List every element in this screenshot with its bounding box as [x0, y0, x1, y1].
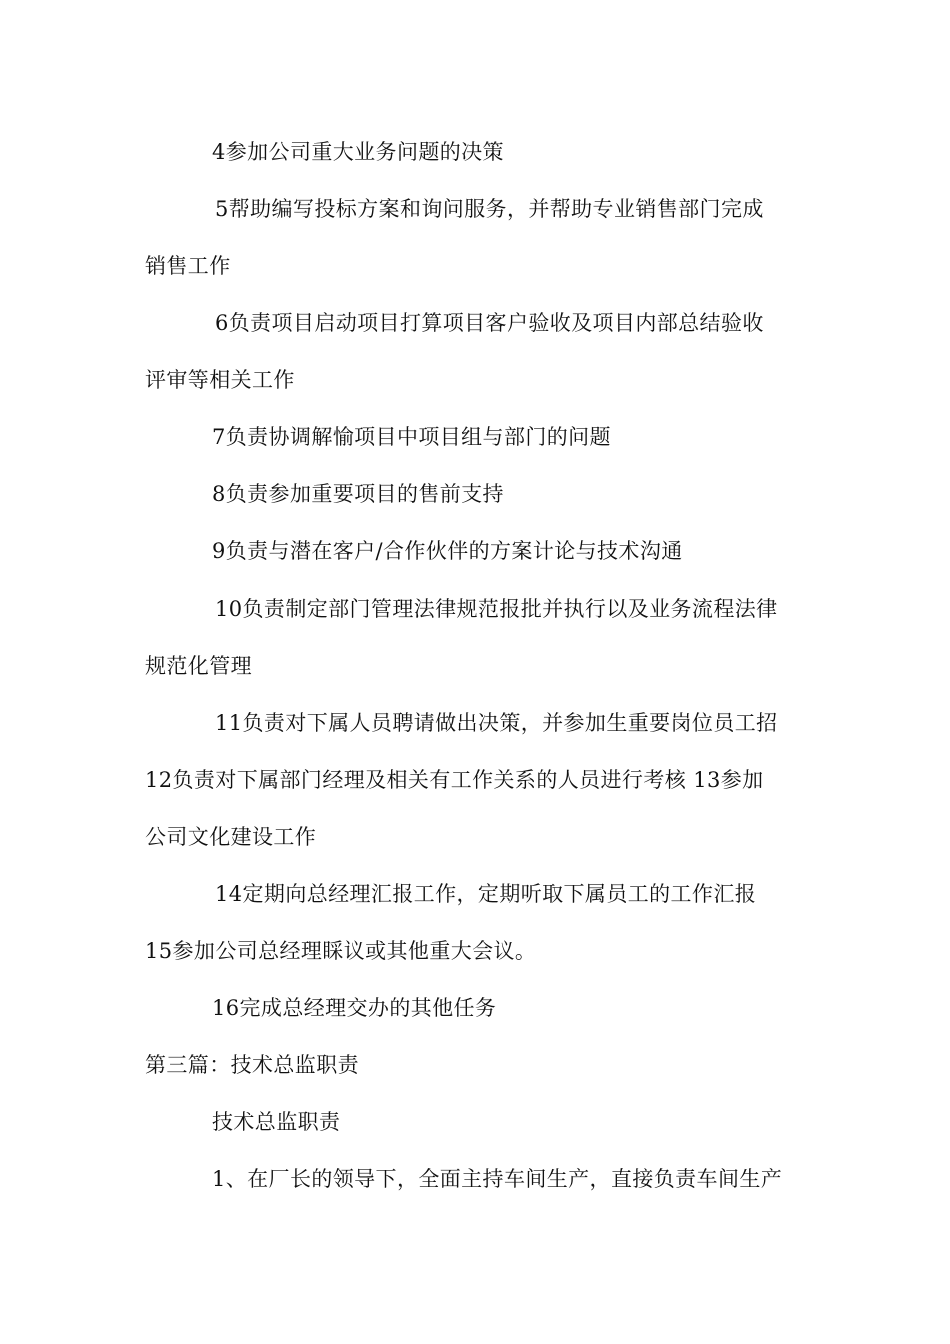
text-line: 评审等相关工作 — [145, 368, 295, 392]
text-line: 15参加公司总经理睬议或其他重大会议。 — [145, 939, 537, 963]
section-heading: 第三篇：技术总监职责 — [145, 1053, 359, 1077]
text-line: 16完成总经理交办的其他任务 — [212, 996, 497, 1020]
text-line: 14定期向总经理汇报工作，定期听取下属员工的工作汇报 — [215, 882, 757, 906]
text-line: 9负责与潜在客户/合作伙伴的方案计论与技术沟通 — [212, 539, 683, 563]
text-line: 规范化管理 — [145, 654, 252, 678]
text-line: 1、在厂长的领导下，全面主持车间生产，直接负责车间生产 — [212, 1167, 783, 1191]
text-line: 12负责对下属部门经理及相关有工作关系的人员进行考核 13参加 — [145, 768, 764, 792]
text-line: 11负责对下属人员聘请做出决策，并参加生重要岗位员工招 — [215, 711, 778, 735]
text-line: 4参加公司重大业务问题的决策 — [212, 140, 504, 164]
text-line: 8负责参加重要项目的售前支持 — [212, 482, 504, 506]
text-line: 公司文化建设工作 — [145, 825, 317, 849]
text-line: 7负责协调解愉项目中项目组与部门的问题 — [212, 425, 611, 449]
text-line: 销售工作 — [145, 254, 231, 278]
text-line: 10负责制定部门管理法律规范报批并执行以及业务流程法律 — [215, 597, 778, 621]
subsection-heading: 技术总监职责 — [212, 1110, 341, 1134]
text-line: 5帮助编写投标方案和询问服务，并帮助专业销售部门完成 — [215, 197, 764, 221]
text-line: 6负责项目启动项目打算项目客户验收及项目内部总结验收 — [215, 311, 764, 335]
